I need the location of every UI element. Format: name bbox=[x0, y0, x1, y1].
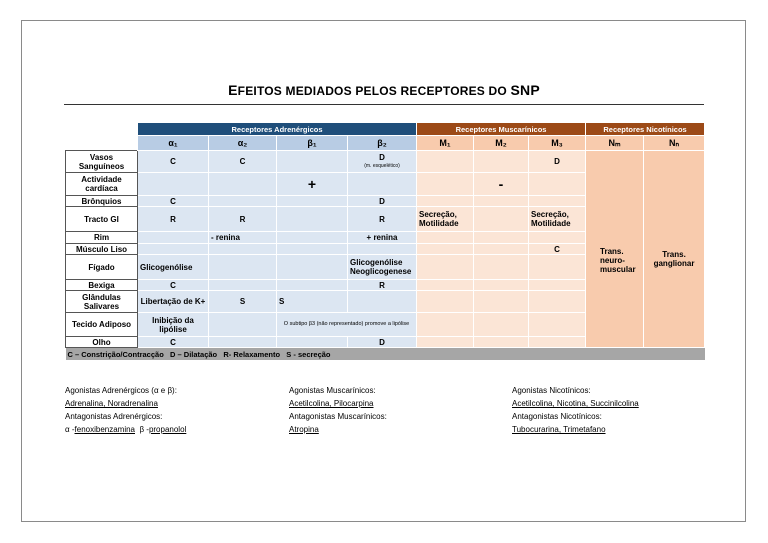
row-label: Rim bbox=[66, 232, 138, 244]
cell: Glicogenólise bbox=[138, 255, 209, 280]
row-label: Olho bbox=[66, 337, 138, 348]
cell bbox=[277, 337, 348, 348]
nicotinic-agonists: Acetilcolina, Nicotina, Succinilcolina bbox=[512, 399, 639, 408]
cell: R bbox=[209, 207, 277, 232]
row-label: Brônquios bbox=[66, 196, 138, 207]
cell bbox=[474, 280, 529, 291]
cell bbox=[417, 244, 474, 255]
nicotinic-nm-cell: Trans. neuro-muscular bbox=[586, 151, 644, 348]
group-adrenergic: Receptores Adrenérgicos bbox=[138, 123, 417, 136]
cell bbox=[417, 313, 474, 337]
cell bbox=[529, 232, 586, 244]
corner-cell bbox=[66, 123, 138, 136]
cell bbox=[529, 337, 586, 348]
row-label: Glândulas Salivares bbox=[66, 291, 138, 313]
cell bbox=[529, 291, 586, 313]
cell bbox=[417, 196, 474, 207]
cell: Glicogenólise Neoglicogenese bbox=[348, 255, 417, 280]
cell: C bbox=[138, 196, 209, 207]
cell bbox=[474, 313, 529, 337]
page-title bbox=[64, 82, 704, 98]
row-label: Fígado bbox=[66, 255, 138, 280]
beta-prefix: β - bbox=[135, 425, 149, 434]
row-label: Actividade cardíaca bbox=[66, 173, 138, 196]
adrenergic-agonists: Adrenalina, Noradrenalina bbox=[65, 399, 158, 408]
cell: Inibição da lipólise bbox=[138, 313, 209, 337]
cell: D bbox=[529, 151, 586, 173]
adrenergic-antagonists bbox=[65, 423, 186, 436]
cell bbox=[417, 280, 474, 291]
footer-nicotinic bbox=[512, 384, 639, 436]
cell-note: (m. esquelético) bbox=[364, 162, 400, 169]
cell bbox=[474, 337, 529, 348]
cell bbox=[417, 151, 474, 173]
cell: D bbox=[348, 337, 417, 348]
beta3-note: O subtipo β3 (não representado) promove a lipólise bbox=[277, 313, 417, 337]
cell bbox=[138, 173, 209, 196]
cell: + bbox=[277, 173, 348, 196]
cell-value: D bbox=[379, 152, 385, 162]
receptor-effects-table bbox=[65, 122, 705, 360]
cell bbox=[529, 173, 586, 196]
title-main: FEITOS MEDIADOS PELOS RECEPTORES DO bbox=[237, 84, 511, 98]
cell bbox=[529, 196, 586, 207]
legend-row bbox=[66, 348, 705, 361]
muscarinic-agonists: Acetilcolina, Pilocarpina bbox=[289, 399, 374, 408]
nicotinic-antagonists: Tubocurarina, Trimetafano bbox=[512, 425, 606, 434]
beta-antagonist: propanolol bbox=[148, 425, 187, 434]
title-initial: E bbox=[228, 82, 238, 98]
cell bbox=[348, 173, 417, 196]
legend-text: C – Constrição/Contracção D – Dilatação R- Relaxamento S - secreção bbox=[66, 348, 705, 361]
cell bbox=[529, 255, 586, 280]
adrenergic-agonists-label: Agonistas Adrenérgicos (α e β): bbox=[65, 386, 177, 395]
cell: D bbox=[348, 196, 417, 207]
cell bbox=[529, 280, 586, 291]
cell: C bbox=[138, 280, 209, 291]
cell: S bbox=[209, 291, 277, 313]
subtype-b2: β₂ bbox=[348, 136, 417, 151]
table-row bbox=[66, 151, 705, 173]
subtype-m1: M₁ bbox=[417, 136, 474, 151]
adrenergic-antagonists-label: Antagonistas Adrenérgicos: bbox=[65, 412, 163, 421]
cell: + renina bbox=[348, 232, 417, 244]
cell bbox=[277, 280, 348, 291]
muscarinic-agonists-label: Agonistas Muscarínicos: bbox=[289, 386, 376, 395]
footer-adrenergic bbox=[65, 384, 186, 436]
cell: C bbox=[138, 151, 209, 173]
cell: R bbox=[348, 280, 417, 291]
nicotinic-nn-cell: Trans. ganglionar bbox=[644, 151, 705, 348]
muscarinic-antagonists-label: Antagonistas Muscarínicos: bbox=[289, 412, 387, 421]
cell bbox=[277, 151, 348, 173]
subtype-a1: α₁ bbox=[138, 136, 209, 151]
subtype-a2: α₂ bbox=[209, 136, 277, 151]
cell bbox=[474, 244, 529, 255]
row-label: Músculo Liso bbox=[66, 244, 138, 255]
row-label: Tracto GI bbox=[66, 207, 138, 232]
cell bbox=[209, 313, 277, 337]
cell: - bbox=[474, 173, 529, 196]
cell bbox=[417, 291, 474, 313]
muscarinic-antagonists: Atropina bbox=[289, 425, 319, 434]
cell bbox=[348, 151, 417, 173]
corner-cell-2 bbox=[66, 136, 138, 151]
cell bbox=[209, 196, 277, 207]
cell: C bbox=[138, 337, 209, 348]
group-header-row bbox=[66, 123, 705, 136]
cell bbox=[277, 196, 348, 207]
alpha-prefix: α - bbox=[65, 425, 75, 434]
cell bbox=[348, 291, 417, 313]
cell bbox=[209, 173, 277, 196]
cell bbox=[474, 196, 529, 207]
cell bbox=[277, 244, 348, 255]
cell bbox=[474, 207, 529, 232]
cell: C bbox=[209, 151, 277, 173]
alpha-antagonist: fenoxibenzamina bbox=[74, 425, 135, 434]
cell bbox=[138, 232, 209, 244]
subtype-nm: Nₘ bbox=[586, 136, 644, 151]
row-label: Vasos Sanguíneos bbox=[66, 151, 138, 173]
row-label: Bexiga bbox=[66, 280, 138, 291]
subtype-b1: β₁ bbox=[277, 136, 348, 151]
cell: Secreção, Motilidade bbox=[529, 207, 586, 232]
nicotinic-agonists-label: Agonistas Nicotínicos: bbox=[512, 386, 591, 395]
title-acronym: SNP bbox=[510, 82, 540, 98]
cell bbox=[277, 232, 348, 244]
group-muscarinic: Receptores Muscarínicos bbox=[417, 123, 586, 136]
cell bbox=[348, 244, 417, 255]
cell bbox=[529, 313, 586, 337]
subtype-m2: M₂ bbox=[474, 136, 529, 151]
group-nicotinic: Receptores Nicotínicos bbox=[586, 123, 705, 136]
cell bbox=[277, 255, 348, 280]
cell bbox=[209, 280, 277, 291]
cell: Secreção, Motilidade bbox=[417, 207, 474, 232]
cell bbox=[138, 244, 209, 255]
cell bbox=[474, 291, 529, 313]
cell: R bbox=[348, 207, 417, 232]
cell bbox=[277, 207, 348, 232]
cell bbox=[474, 255, 529, 280]
title-rule bbox=[64, 104, 704, 105]
cell: R bbox=[138, 207, 209, 232]
subtype-header-row bbox=[66, 136, 705, 151]
cell bbox=[417, 173, 474, 196]
cell: Libertação de K+ bbox=[138, 291, 209, 313]
subtype-nn: Nₙ bbox=[644, 136, 705, 151]
row-label: Tecido Adiposo bbox=[66, 313, 138, 337]
cell bbox=[474, 151, 529, 173]
cell bbox=[474, 232, 529, 244]
cell bbox=[209, 255, 277, 280]
cell: S bbox=[277, 291, 348, 313]
cell bbox=[417, 255, 474, 280]
footer-muscarinic bbox=[289, 384, 387, 436]
cell: C bbox=[529, 244, 586, 255]
subtype-m3: M₃ bbox=[529, 136, 586, 151]
cell bbox=[417, 232, 474, 244]
cell bbox=[209, 337, 277, 348]
cell bbox=[417, 337, 474, 348]
nicotinic-antagonists-label: Antagonistas Nicotínicos: bbox=[512, 412, 602, 421]
cell bbox=[209, 244, 277, 255]
cell: - renina bbox=[209, 232, 277, 244]
